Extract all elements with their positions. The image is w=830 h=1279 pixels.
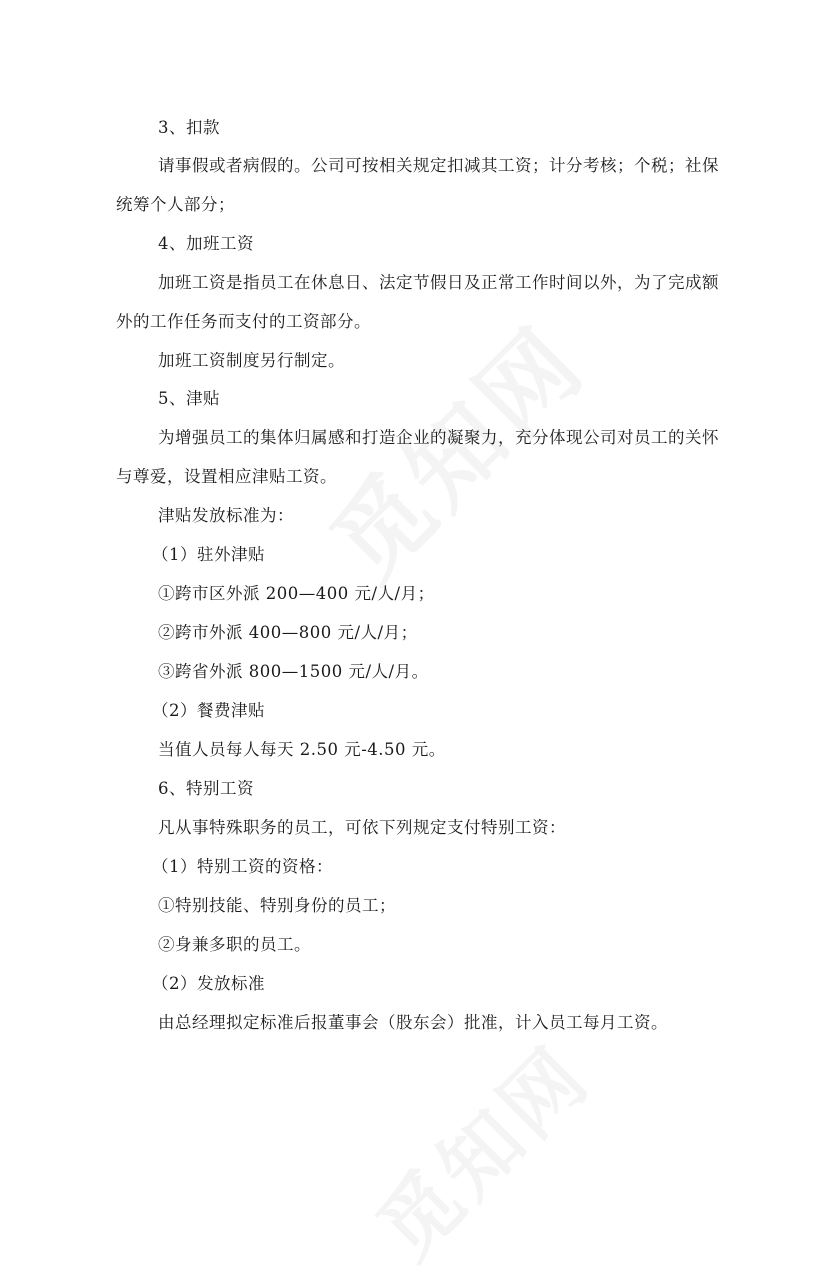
- list-item: ②身兼多职的员工。: [158, 935, 311, 954]
- list-item: ③跨省外派 800—1500 元/人/月。: [158, 662, 429, 681]
- paragraph-line: 外的工作任务而支付的工资部分。: [116, 312, 371, 331]
- list-item: ②跨市外派 400—800 元/人/月；: [158, 623, 418, 642]
- section-heading-deduction: 3、扣款: [158, 118, 220, 137]
- section-heading-allowance: 5、津贴: [158, 389, 220, 408]
- subheading-line: （2）餐费津贴: [152, 701, 265, 720]
- paragraph-line: 请事假或者病假的。公司可按相关规定扣减其工资；计分考核；个税；社保: [158, 156, 719, 175]
- subheading-line: （2）发放标准: [152, 974, 265, 993]
- subheading-line: （1）驻外津贴: [152, 545, 265, 564]
- section-heading-special-pay: 6、特别工资: [158, 779, 254, 798]
- paragraph-line: 凡从事特殊职务的员工，可依下列规定支付特别工资：: [158, 818, 566, 837]
- paragraph-line: 统筹个人部分；: [116, 195, 235, 214]
- paragraph-line: 加班工资是指员工在休息日、法定节假日及正常工作时间以外，为了完成额: [158, 273, 719, 292]
- subheading-line: （1）特别工资的资格：: [152, 857, 333, 876]
- list-item: ①特别技能、特别身份的员工；: [158, 896, 396, 915]
- section-heading-overtime: 4、加班工资: [158, 234, 254, 253]
- paragraph-line: 津贴发放标准为：: [158, 506, 294, 525]
- paragraph-line: 加班工资制度另行制定。: [158, 351, 345, 370]
- paragraph-line: 当值人员每人每天 2.50 元-4.50 元。: [158, 740, 446, 759]
- paragraph-line: 与尊爱，设置相应津贴工资。: [116, 467, 337, 486]
- paragraph-line: 由总经理拟定标准后报董事会（股东会）批准，计入员工每月工资。: [158, 1013, 668, 1032]
- watermark-logo-bottom: [347, 1016, 611, 1279]
- list-item: ①跨市区外派 200—400 元/人/月；: [158, 584, 435, 603]
- paragraph-line: 为增强员工的集体归属感和打造企业的凝聚力，充分体现公司对员工的关怀: [158, 428, 719, 447]
